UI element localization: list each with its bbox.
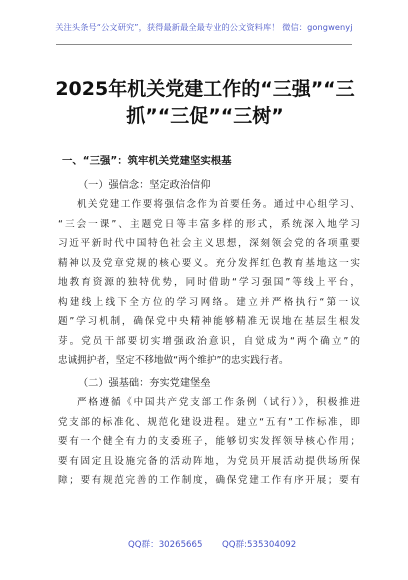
paragraph-1	[58, 195, 360, 371]
footer-qq-group-2: QQ群:535304092	[222, 540, 297, 550]
paragraph-line: 机关党建工作要将强信念作为首要任务。通过中心组学习、	[77, 199, 360, 210]
subsection-heading-2: （二）强基础：夯实党建堡垒	[78, 378, 211, 389]
paragraph-line: 要有固定且设施完备的活动阵地，为党员开展活动提供场所保	[58, 455, 360, 467]
paragraph-line: 构建线上线下全方位的学习网络。建立并严格执行“第一议	[58, 296, 360, 308]
paragraph-line: 严格遵循《中国共产党支部工作条例（试行）》，积极推进	[77, 397, 360, 408]
header-banner: 关注头条号“公文研究”，获得最新最全最专业的公文资料库！ 微信：gongwenyj	[55, 22, 353, 32]
paragraph-line: 题”学习机制，确保党中央精神能够精准无误地在基层生根发	[58, 316, 360, 327]
title-line-1: 2025年机关党建工作的“三强”“三	[55, 78, 355, 100]
paragraph-line: 芽。党员干部要切实增强政治意识，自觉成为“两个确立”的	[58, 335, 360, 347]
paragraph-line: 障；要有规范完善的工作制度，确保党建工作有序开展；要有	[58, 475, 360, 486]
header-divider	[56, 44, 352, 45]
section-heading-1: 一、“三强”：筑牢机关党建坚实根基	[62, 155, 232, 167]
title-line-2: 抓”“三促”“三树”	[126, 105, 284, 127]
paragraph-line: 要有一个健全有力的支委班子，能够切实发挥领导核心作用；	[58, 436, 360, 447]
paragraph-line: 忠诚拥护者，坚定不移地做“两个维护”的忠实践行者。	[58, 355, 289, 366]
footer-qq-group-1: QQ群：30265665	[128, 540, 203, 550]
paragraph-line: 精神以及党章党规的核心要义。充分发挥红色教育基地这一实	[58, 257, 360, 269]
paragraph-line: “三会一课”、主题党日等丰富多样的形式，系统深入地学习	[58, 218, 360, 230]
document-title	[40, 76, 370, 130]
paragraph-line: 地教育资源的独特优势，同时借助“学习强国”等线上平台，	[58, 277, 360, 288]
paragraph-line: 习近平新时代中国特色社会主义思想，深刻领会党的各项重要	[58, 238, 360, 249]
paragraph-line: 党支部的标准化、规范化建设进程。建立“五有”工作标准，即	[58, 416, 360, 428]
subsection-heading-1: （一）强信念：坚定政治信仰	[78, 180, 211, 191]
paragraph-2	[58, 393, 360, 491]
